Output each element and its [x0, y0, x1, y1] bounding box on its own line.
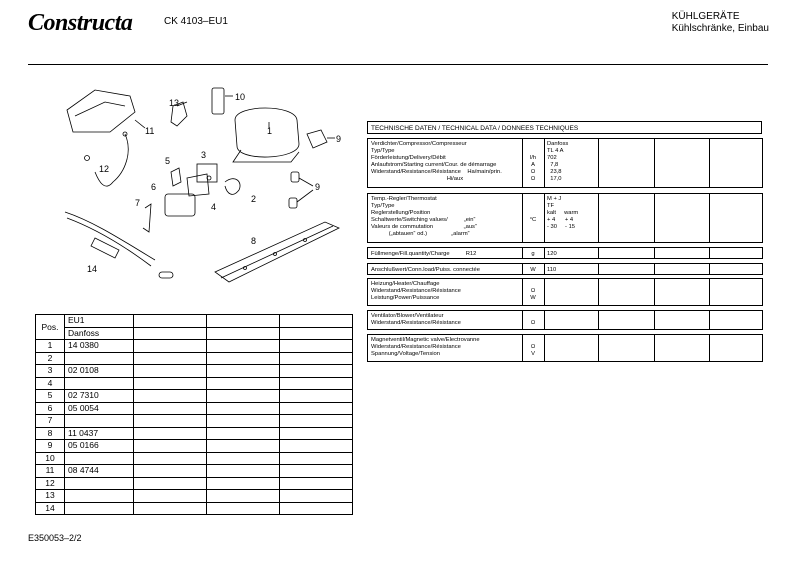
tech-unit: g [531, 251, 535, 257]
tech-unit: A [531, 162, 535, 168]
tech-block-heater [367, 278, 763, 306]
tech-label: Widerstand/Resistance/Résistance [371, 288, 461, 294]
col-header-eu1: EU1 [65, 315, 134, 328]
parts-diagram [55, 82, 355, 302]
table-row [36, 390, 353, 403]
tech-unit: W [530, 295, 536, 301]
row-pos: 13 [36, 490, 65, 503]
pos-header: Pos. [36, 315, 65, 340]
table-row [36, 477, 353, 490]
lamp-housing-part [67, 90, 135, 132]
table-row [36, 377, 353, 390]
tech-block-connected [367, 263, 763, 275]
tech-value: 702 [547, 155, 557, 161]
starter-part [187, 174, 209, 196]
tech-label: Heizung/Heater/Chauffage [371, 281, 440, 287]
row-part-number [65, 477, 134, 490]
tech-label: Schaltwerte/Switching values/ „ein“ [371, 217, 476, 223]
tech-value: 23,8 [547, 169, 562, 175]
tech-label: Hi/aux [371, 176, 464, 182]
tech-label: Spannung/Voltage/Tension [371, 351, 440, 357]
row-pos: 14 [36, 502, 65, 515]
parts-table [35, 314, 353, 515]
row-part-number: 14 0380 [65, 340, 134, 353]
tech-label: Leistung/Power/Puissance [371, 295, 440, 301]
tech-unit: Ω [530, 344, 536, 350]
row-pos: 1 [36, 340, 65, 353]
model-number: CK 4103–EU1 [164, 16, 228, 27]
callout-13: 13 [169, 98, 180, 108]
table-row [36, 352, 353, 365]
thermostat-part [165, 194, 195, 216]
tech-unit: Ω [530, 176, 536, 182]
tech-value: TL 4 A [547, 148, 564, 154]
tech-label: Valeurs de commutation „aus“ [371, 224, 477, 230]
category-line-1: KÜHLGERÄTE [671, 11, 740, 22]
callout-9a: 9 [336, 134, 342, 144]
callout-14: 14 [87, 264, 98, 274]
tech-label: Typ/Type [371, 203, 395, 209]
tech-value: kalt warm [547, 210, 579, 216]
row-pos: 7 [36, 415, 65, 428]
callout-5: 5 [165, 156, 171, 166]
row-part-number: 02 0108 [65, 365, 134, 378]
tech-block-fill [367, 247, 763, 259]
row-part-number [65, 352, 134, 365]
tech-value: + 4 + 4 [547, 217, 574, 223]
brand-logo: Constructa [28, 10, 133, 36]
tech-value: 110 [547, 267, 557, 273]
row-part-number: 05 0166 [65, 440, 134, 453]
row-part-number: 11 0437 [65, 427, 134, 440]
tech-unit: V [531, 351, 535, 357]
tech-unit: W [530, 267, 536, 273]
tech-value: M + J [547, 196, 562, 202]
tech-unit: °C [529, 217, 537, 223]
row-pos: 11 [36, 465, 65, 478]
capacitor-part [212, 88, 224, 114]
table-row [36, 452, 353, 465]
callout-10: 10 [235, 92, 246, 102]
tech-label: Magnetventil/Magnetic valve/Electrovanne [371, 337, 480, 343]
callout-3: 3 [201, 150, 207, 160]
clip-part [171, 168, 181, 186]
callout-4: 4 [211, 202, 217, 212]
table-row [36, 340, 353, 353]
row-pos: 10 [36, 452, 65, 465]
row-pos: 9 [36, 440, 65, 453]
row-pos: 5 [36, 390, 65, 403]
tech-label: Ventilator/Blower/Ventilateur [371, 313, 444, 319]
table-row [36, 440, 353, 453]
callout-12: 12 [99, 164, 110, 174]
tech-label: Füllmenge/Fill.quantity/Charge R12 [371, 251, 477, 257]
table-row [36, 402, 353, 415]
callout-7: 7 [135, 198, 141, 208]
row-part-number: 05 0054 [65, 402, 134, 415]
row-pos: 4 [36, 377, 65, 390]
tech-value: TF [547, 203, 555, 209]
category-line-2: Kühlschränke, Einbau [671, 23, 769, 34]
tech-label: Reglerstellung/Position [371, 210, 431, 216]
row-part-number: 02 7310 [65, 390, 134, 403]
table-row [36, 415, 353, 428]
tech-label: Typ/Type [371, 148, 395, 154]
row-part-number [65, 415, 134, 428]
callout-11: 11 [145, 126, 155, 136]
table-row [36, 502, 353, 515]
tech-unit: Ω [530, 169, 536, 175]
table-row [36, 490, 353, 503]
tech-block-compressor [367, 138, 763, 188]
row-part-number [65, 377, 134, 390]
callout-2: 2 [251, 194, 257, 204]
tech-unit: l/h [529, 155, 537, 161]
tech-label: Widerstand/Resistance/Résistance [371, 320, 461, 326]
tech-label: Temp.-Regler/Thermostat [371, 196, 437, 202]
callout-1: 1 [267, 126, 273, 136]
tech-label: („abtauen“ od.) „alarm“ [371, 231, 470, 237]
callout-8: 8 [251, 236, 257, 246]
header-rule [28, 64, 768, 65]
tech-label: Widerstand/Resistance/Résistance [371, 344, 461, 350]
tech-value: 17,0 [547, 176, 562, 182]
tech-label: Förderleistung/Delivery/Débit [371, 155, 446, 161]
tech-block-valve [367, 334, 763, 362]
row-pos: 8 [36, 427, 65, 440]
document-id: E350053–2/2 [28, 533, 82, 543]
sensor-wire-part [95, 134, 128, 186]
parts-table-body [36, 340, 353, 515]
spring-part [143, 204, 151, 232]
tech-value: 120 [547, 251, 557, 257]
tech-value: 7,8 [547, 162, 559, 168]
table-row [36, 365, 353, 378]
callout-6: 6 [151, 182, 157, 192]
table-row [36, 465, 353, 478]
row-pos: 3 [36, 365, 65, 378]
tech-block-fan [367, 310, 763, 330]
tech-unit: Ω [530, 320, 536, 326]
row-part-number [65, 502, 134, 515]
tech-label: Verdichter/Compressor/Compresseur [371, 141, 467, 147]
overload-part [225, 179, 240, 195]
tech-value: Danfoss [547, 141, 569, 147]
tech-value: - 30 - 15 [547, 224, 576, 230]
row-part-number: 08 4744 [65, 465, 134, 478]
row-pos: 6 [36, 402, 65, 415]
row-part-number [65, 490, 134, 503]
tech-label: Widerstand/Resistance/Résistance Ha/main/prin. [371, 169, 502, 175]
tech-label: Anschlußwert/Conn.load/Puiss. connectée [371, 267, 480, 273]
tech-block-thermostat [367, 193, 763, 243]
callout-9b: 9 [315, 182, 321, 192]
tech-unit: Ω [530, 288, 536, 294]
grommet-part [307, 130, 327, 148]
table-row [36, 427, 353, 440]
row-pos: 2 [36, 352, 65, 365]
row-part-number [65, 452, 134, 465]
row-pos: 12 [36, 477, 65, 490]
tech-title: TECHNISCHE DATEN / TECHNICAL DATA / DONNEES TECHNIQUES [367, 121, 762, 134]
col-header-danfoss: Danfoss [65, 327, 134, 340]
category [672, 11, 769, 35]
tech-label: Anlaufstrom/Starting current/Cour. de démarrage [371, 162, 497, 168]
cable-harness-part [65, 212, 155, 260]
